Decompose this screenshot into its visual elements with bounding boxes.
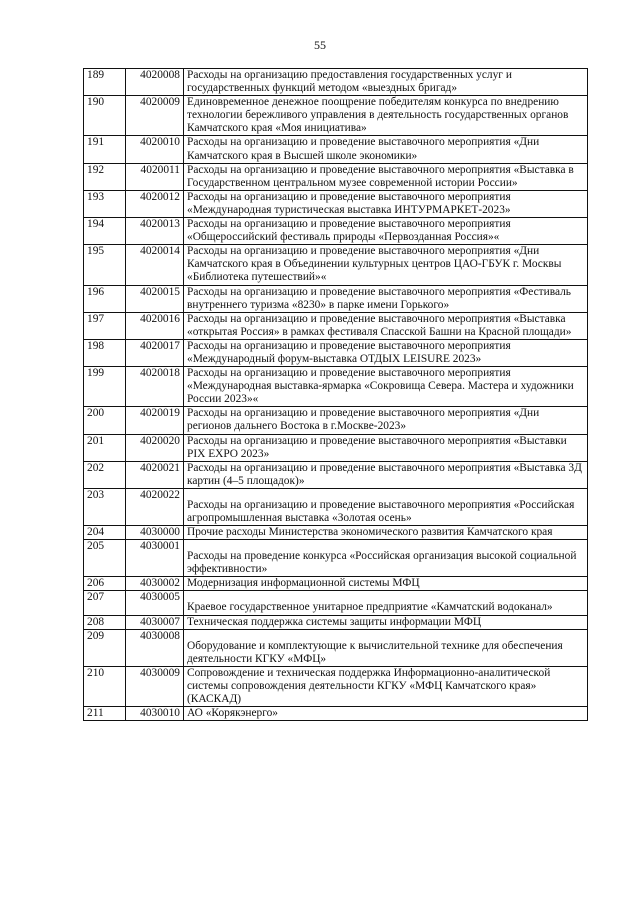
budget-code-cell: 4020020 (126, 434, 184, 461)
description-cell: Модернизация информационной системы МФЦ (184, 577, 588, 591)
budget-code-cell: 4020014 (126, 245, 184, 285)
budget-code-cell: 4020017 (126, 339, 184, 366)
budget-code-cell: 4030001 (126, 540, 184, 577)
table-row (84, 488, 588, 525)
description-cell: Сопровождение и техническая поддержка Информационно-аналитической системы сопровождения деятельности КГКУ «МФЦ Камчатского края» (КАСКАД) (184, 666, 588, 706)
table-row (84, 190, 588, 217)
budget-code-cell: 4020013 (126, 218, 184, 245)
description-cell: Расходы на проведение конкурса «Российская организация высокой социальной эффективности» (184, 540, 588, 577)
row-number-cell: 199 (84, 367, 126, 407)
description-cell: Расходы на организацию и проведение выставочного мероприятия «Фестиваль внутреннего туризма «8230» в парке имени Горького» (184, 285, 588, 312)
description-cell: Расходы на организацию и проведение выставочного мероприятия «Выставка «открытая Россия» в рамках фестиваля Спасской Башни на Красной площади» (184, 312, 588, 339)
row-number-cell: 196 (84, 285, 126, 312)
row-number-cell: 204 (84, 526, 126, 540)
table-row (84, 615, 588, 629)
row-number-cell: 191 (84, 136, 126, 163)
description-cell: Расходы на организацию и проведение выставочного мероприятия «Дни Камчатского края в Объединении культурных центров ЦАО-ГБУК г. Москвы «Библиотека путешествий»« (184, 245, 588, 285)
row-number-cell: 190 (84, 96, 126, 136)
row-number-cell: 205 (84, 540, 126, 577)
budget-code-cell: 4020009 (126, 96, 184, 136)
budget-code-cell: 4020018 (126, 367, 184, 407)
budget-code-cell: 4030002 (126, 577, 184, 591)
table-row (84, 526, 588, 540)
row-number-cell: 203 (84, 488, 126, 525)
description-cell: Краевое государственное унитарное предприятие «Камчатский водоканал» (184, 591, 588, 615)
description-cell: Прочие расходы Министерства экономического развития Камчатского края (184, 526, 588, 540)
budget-code-cell: 4030008 (126, 629, 184, 666)
description-cell: Техническая поддержка системы защиты информации МФЦ (184, 615, 588, 629)
budget-code-cell: 4020021 (126, 461, 184, 488)
description-cell: Расходы на организацию и проведение выставочного мероприятия «Международная туристическая выставка ИНТУРМАРКЕТ-2023» (184, 190, 588, 217)
row-number-cell: 189 (84, 69, 126, 96)
table-row (84, 591, 588, 615)
budget-code-cell: 4030005 (126, 591, 184, 615)
table-row (84, 367, 588, 407)
table-row (84, 69, 588, 96)
budget-code-cell: 4030010 (126, 707, 184, 721)
row-number-cell: 197 (84, 312, 126, 339)
description-cell: Расходы на организацию и проведение выставочного мероприятия «Дни регионов дальнего Востока в г.Москве-2023» (184, 407, 588, 434)
row-number-cell: 194 (84, 218, 126, 245)
table-row (84, 245, 588, 285)
description-cell: Расходы на организацию и проведение выставочного мероприятия «Выставка в Государственном центральном музее современной истории России» (184, 163, 588, 190)
row-number-cell: 209 (84, 629, 126, 666)
budget-code-cell: 4020012 (126, 190, 184, 217)
page-number: 55 (314, 38, 326, 52)
description-cell: Расходы на организацию и проведение выставочного мероприятия «Международная выставка-ярмарка «Сокровища Севера. Мастера и художники России 2023»« (184, 367, 588, 407)
budget-code-cell: 4030007 (126, 615, 184, 629)
description-cell: Расходы на организацию и проведение выставочного мероприятия «Общероссийский фестиваль природы «Первозданная Россия»« (184, 218, 588, 245)
row-number-cell: 206 (84, 577, 126, 591)
table-row (84, 285, 588, 312)
row-number-cell: 195 (84, 245, 126, 285)
budget-code-cell: 4020016 (126, 312, 184, 339)
description-cell: Единовременное денежное поощрение победителям конкурса по внедрению технологии бережливого управления в деятельность государственных органов Камчатского края «Моя инициатива» (184, 96, 588, 136)
table-row (84, 540, 588, 577)
table-row (84, 434, 588, 461)
budget-code-cell: 4020019 (126, 407, 184, 434)
row-number-cell: 201 (84, 434, 126, 461)
table-row (84, 407, 588, 434)
row-number-cell: 202 (84, 461, 126, 488)
description-cell: Оборудование и комплектующие к вычислительной технике для обеспечения деятельности КГКУ «МФЦ» (184, 629, 588, 666)
row-number-cell: 198 (84, 339, 126, 366)
budget-code-cell: 4030000 (126, 526, 184, 540)
budget-code-cell: 4020010 (126, 136, 184, 163)
table-row (84, 163, 588, 190)
description-cell: АО «Корякэнерго» (184, 707, 588, 721)
row-number-cell: 200 (84, 407, 126, 434)
description-cell: Расходы на организацию и проведение выставочного мероприятия «Выставка 3Д картин (4–5 площадок)» (184, 461, 588, 488)
row-number-cell: 210 (84, 666, 126, 706)
table-row (84, 312, 588, 339)
table-row (84, 339, 588, 366)
table-row (84, 577, 588, 591)
row-number-cell: 193 (84, 190, 126, 217)
row-number-cell: 192 (84, 163, 126, 190)
table-row (84, 461, 588, 488)
table-row (84, 666, 588, 706)
description-cell: Расходы на организацию и проведение выставочного мероприятия «Выставки PIX EXPO 2023» (184, 434, 588, 461)
row-number-cell: 207 (84, 591, 126, 615)
row-number-cell: 211 (84, 707, 126, 721)
table-row (84, 707, 588, 721)
budget-code-cell: 4030009 (126, 666, 184, 706)
budget-code-cell: 4020011 (126, 163, 184, 190)
row-number-cell: 208 (84, 615, 126, 629)
description-cell: Расходы на организацию предоставления государственных услуг и государственных функций методом «выездных бригад» (184, 69, 588, 96)
budget-code-cell: 4020022 (126, 488, 184, 525)
budget-code-cell: 4020015 (126, 285, 184, 312)
table-row (84, 136, 588, 163)
budget-code-cell: 4020008 (126, 69, 184, 96)
description-cell: Расходы на организацию и проведение выставочного мероприятия «Российская агропромышленная выставка «Золотая осень» (184, 488, 588, 525)
table-row (84, 218, 588, 245)
table-row (84, 96, 588, 136)
description-cell: Расходы на организацию и проведение выставочного мероприятия «Международный форум-выставка ОТДЫХ LEISURE 2023» (184, 339, 588, 366)
budget-codes-table (83, 68, 588, 721)
description-cell: Расходы на организацию и проведение выставочного мероприятия «Дни Камчатского края в Высшей школе экономики» (184, 136, 588, 163)
table-row (84, 629, 588, 666)
